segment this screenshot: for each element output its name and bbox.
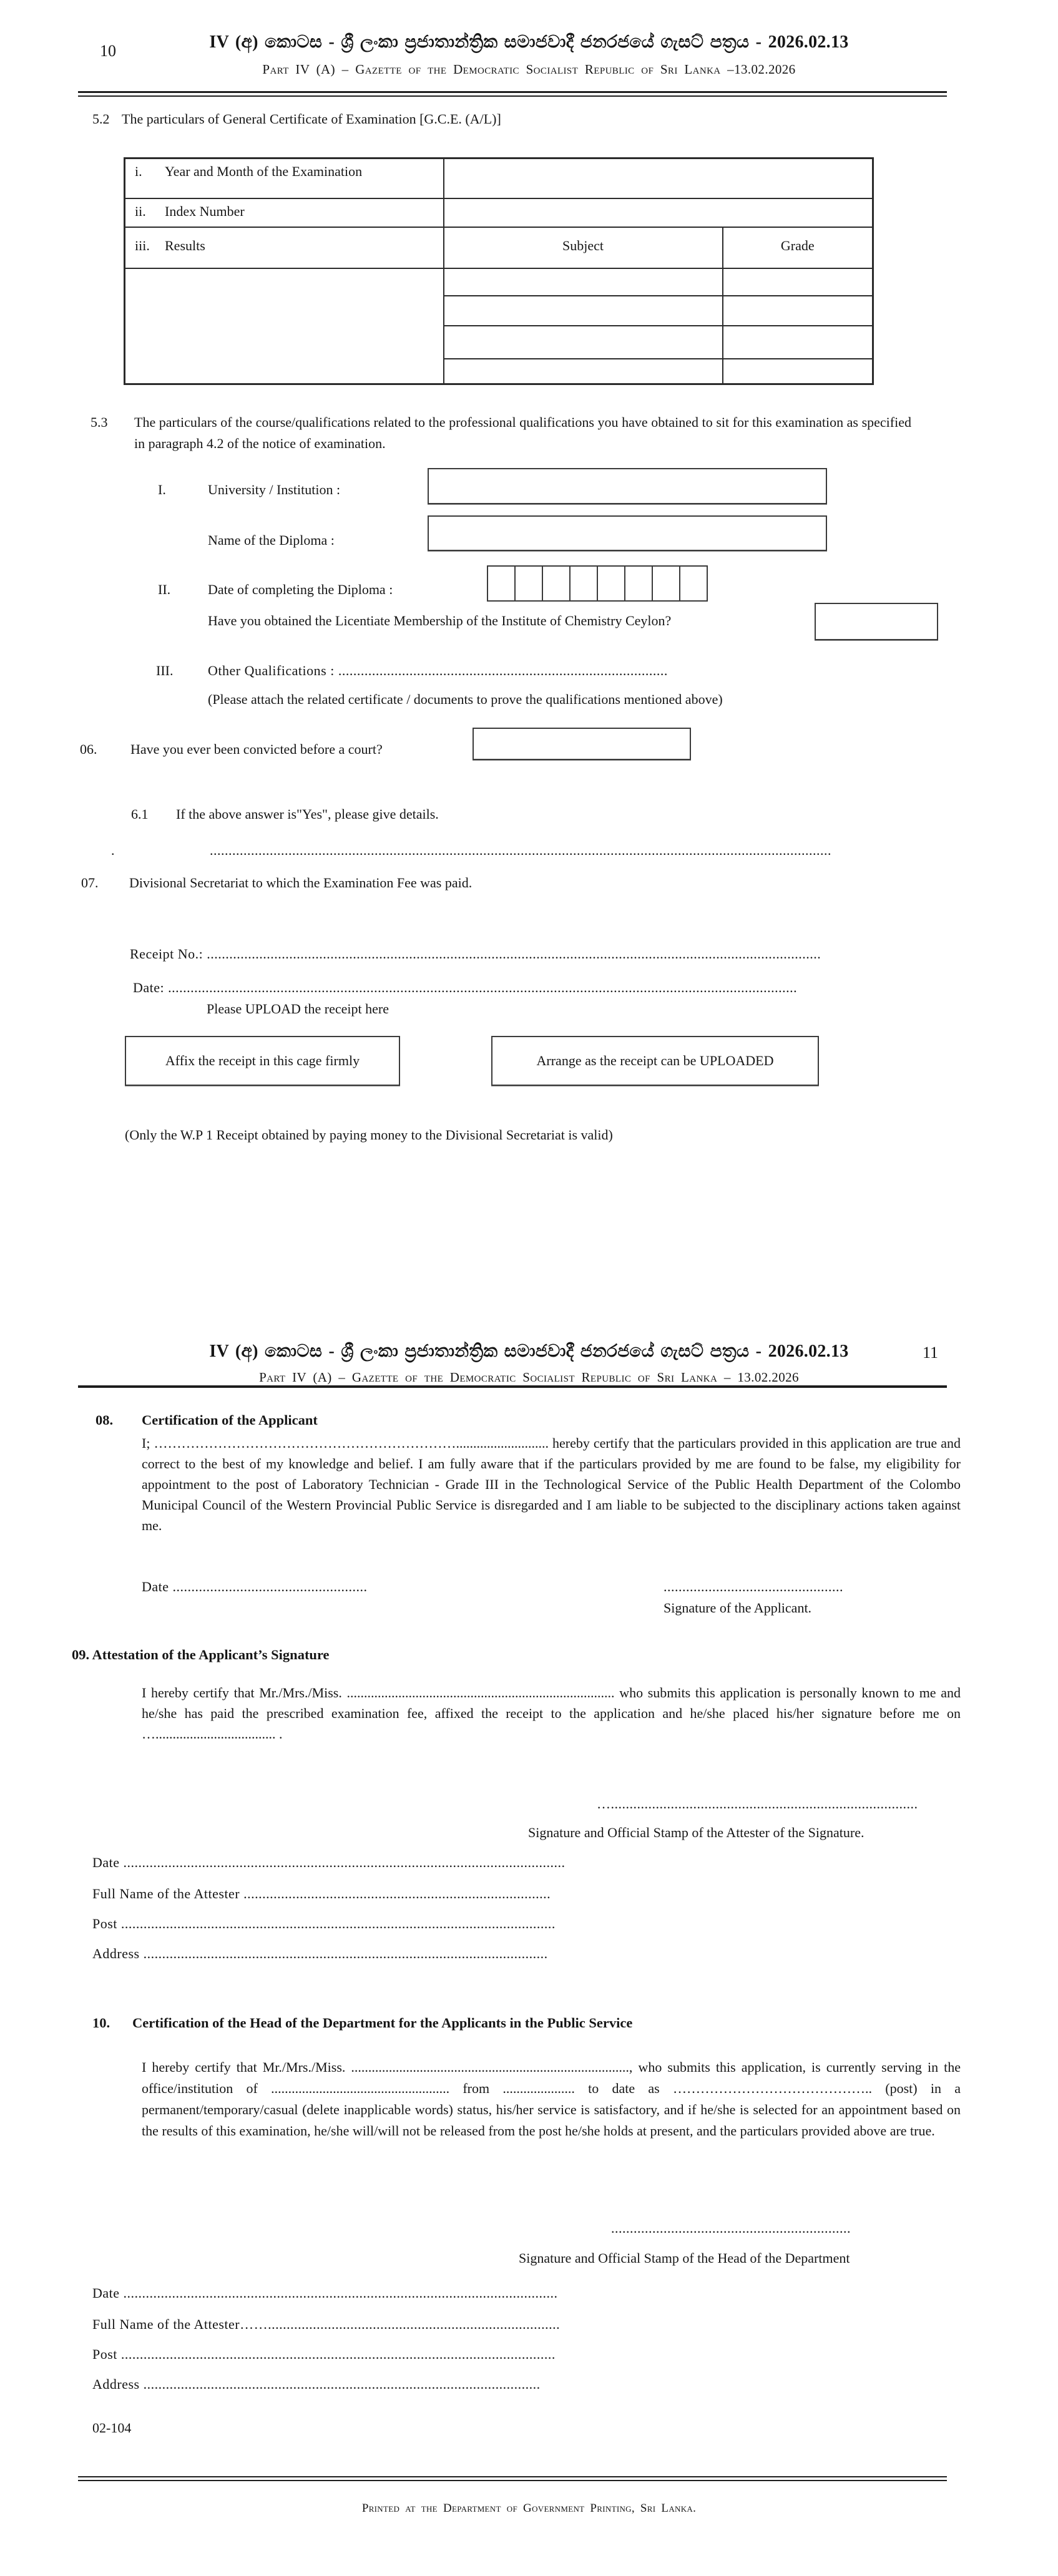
convicted-answer-box[interactable]: [473, 728, 691, 760]
attestation-paragraph: I hereby certify that Mr./Mrs./Miss. .............................................................................. who submits this application is personally known to me and he/she has paid the prescribed examination fee, affixed the receipt to the application and he/she placed his/her signature before me on …................................... .: [142, 1685, 961, 1742]
footer-rule: [78, 2476, 947, 2481]
grade-input-cell[interactable]: [723, 268, 873, 296]
attach-certificates-note: (Please attach the related certificate / documents to prove the qualifications mentioned above): [208, 691, 723, 707]
subject-input-cell[interactable]: [444, 268, 723, 296]
page-number: 10: [100, 42, 116, 60]
grade-input-cell[interactable]: [723, 326, 873, 359]
page-number: 11: [923, 1344, 939, 1362]
other-qualifications-label: Other Qualifications : ........................................................................................: [208, 663, 668, 678]
index-number-input-cell[interactable]: [444, 198, 873, 227]
item-i-number: I.: [158, 482, 166, 497]
section-5-2-title: The particulars of General Certificate of Examination [G.C.E. (A/L)]: [122, 111, 501, 127]
section-09-title: 09. Attestation of the Applicant’s Signature: [72, 1647, 330, 1662]
attester-date-line: Date ......................................................................................................................: [92, 1855, 566, 1870]
receipt-no-line: Receipt No.: ....................................................................................................................................................................: [130, 946, 821, 962]
section-6-1-number: 6.1: [131, 806, 149, 822]
subject-input-cell[interactable]: [444, 359, 723, 384]
wp1-validity-note: (Only the W.P 1 Receipt obtained by paying money to the Divisional Secretariat is valid): [125, 1127, 613, 1143]
head-name-line: Full Name of the Attester……..............................................................................: [92, 2316, 561, 2332]
university-institution-input-box[interactable]: [428, 468, 827, 504]
affix-receipt-cage[interactable]: [125, 1036, 400, 1086]
attester-name-line: Full Name of the Attester ..................................................................................: [92, 1886, 551, 1901]
applicant-date-line: Date ....................................................: [142, 1579, 368, 1594]
gazette-header-english: Part IV (A) – Gazette of the Democratic Socialist Republic of Sri Lanka – 13.02.2026: [259, 1370, 799, 1385]
date-digit-cell[interactable]: [624, 565, 653, 602]
applicant-certification-paragraph: I; …………………………………………………………........................... hereby certify that the particulars provided in this application are true and correct to the best of my knowledge and belief. I am fully aware that if the particulars provided by me are found to be false, my eligibility for appointment to the post of Laboratory Technician - Grade III in the Technological Service of the Public Health Department of the Colombo Municipal Council of the Western Provincial Public Service is disregarded and I am liable to be subjected to the disciplinary actions taken against me.: [142, 1435, 961, 1533]
section-06-number: 06.: [80, 741, 97, 757]
licentiate-answer-box[interactable]: [815, 603, 938, 640]
section-07-number: 07.: [81, 875, 99, 890]
section-10-title: Certification of the Head of the Department for the Applicants in the Public Service: [132, 2015, 633, 2031]
attester-post-line: Post ....................................................................................................................: [92, 1916, 556, 1931]
grade-input-cell[interactable]: [723, 296, 873, 326]
year-month-input-cell[interactable]: [444, 159, 873, 198]
head-date-line: Date ....................................................................................................................: [92, 2285, 558, 2301]
grade-column-header: Grade: [723, 227, 873, 268]
subject-input-cell[interactable]: [444, 326, 723, 359]
attester-signature-dots: …..................................................................................: [597, 1796, 918, 1812]
header-rule: [78, 1385, 947, 1388]
upload-receipt-note: Please UPLOAD the receipt here: [207, 1001, 389, 1017]
head-certification-paragraph: I hereby certify that Mr./Mrs./Miss. ................................................................................., who submits this application, is currently serving in the office/institution of .................................................... from ..................... to date as …………………………………….. (post) in a permanent/temporary/casual (delete inapplicable words) status, his/her service is satisfactory, and if he/she is selected for an appointment based on the results of this examination, he/she will/will not be released from the post he/she holds at present, and the particulars provided above are true.: [142, 2059, 961, 2139]
section-5-2-heading: [92, 111, 501, 127]
row-iii-number: iii.: [135, 237, 150, 253]
applicant-signature-dots: ................................................: [664, 1579, 843, 1594]
arrange-receipt-label: Arrange as the receipt can be UPLOADED: [536, 1053, 774, 1068]
form-number: 02-104: [92, 2420, 132, 2436]
affix-receipt-label: Affix the receipt in this cage firmly: [165, 1053, 360, 1068]
details-period: .: [111, 842, 115, 858]
diploma-completion-date-label: Date of completing the Diploma :: [208, 582, 393, 597]
details-dotted-line: ......................................................................................................................................................................: [210, 842, 831, 858]
results-label-cell: [125, 227, 444, 268]
attester-address-line: Address ............................................................................................................: [92, 1946, 548, 1961]
date-digit-cell[interactable]: [487, 565, 516, 602]
item-iii-number: III.: [156, 663, 174, 678]
date-digit-cell[interactable]: [542, 565, 571, 602]
university-institution-label: University / Institution :: [208, 482, 341, 497]
applicant-signature-label: Signature of the Applicant.: [664, 1600, 812, 1616]
receipt-date-line: Date: ........................................................................................................................................................................: [133, 980, 798, 995]
gazette-header-english: Part IV (A) – Gazette of the Democratic Socialist Republic of Sri Lanka –13.02.2026: [262, 62, 796, 77]
diploma-date-cells: [487, 565, 708, 602]
head-address-line: Address ..........................................................................................................: [92, 2376, 541, 2392]
item-ii-number: II.: [158, 582, 171, 597]
subject-column-header: Subject: [444, 227, 723, 268]
header-rule: [78, 91, 947, 97]
section-5-2-number: 5.2: [92, 111, 110, 127]
date-digit-cell[interactable]: [569, 565, 598, 602]
arrange-receipt-cage[interactable]: [491, 1036, 819, 1086]
head-signature-dots: ................................................................: [611, 2220, 851, 2236]
gazette-header-sinhala: IV (අ) කොටස - ශ්‍රී ලංකා ප්‍රජාතාන්ත්‍රික සමාජවාදී ජනරජයේ ගැසට් පත්‍රය - 2026.02.13: [209, 32, 849, 52]
section-6-1-text: If the above answer is"Yes", please give details.: [176, 806, 439, 822]
diploma-name-label: Name of the Diploma :: [208, 532, 335, 548]
row-i-number: i.: [135, 163, 142, 179]
date-digit-cell[interactable]: [514, 565, 543, 602]
results-spacer-cell: [125, 268, 444, 384]
head-signature-label: Signature and Official Stamp of the Head of the Department: [519, 2250, 850, 2266]
index-number-label: Index Number: [165, 203, 245, 219]
year-month-label: Year and Month of the Examination: [165, 163, 363, 179]
section-07-text: Divisional Secretariat to which the Examination Fee was paid.: [129, 875, 473, 890]
diploma-name-input-box[interactable]: [428, 515, 827, 551]
licentiate-question: Have you obtained the Licentiate Membership of the Institute of Chemistry Ceylon?: [208, 613, 672, 628]
section-08-title: Certification of the Applicant: [142, 1412, 318, 1428]
printer-imprint: Printed at the Department of Government Printing, Sri Lanka.: [361, 2502, 697, 2515]
row-ii-number: ii.: [135, 203, 146, 219]
section-10-number: 10.: [92, 2015, 110, 2031]
gazette-header-sinhala: IV (අ) කොටස - ශ්‍රී ලංකා ප්‍රජාතාන්ත්‍රික සමාජවාදී ජනරජයේ ගැසට් පත්‍රය - 2026.02.13: [209, 1342, 849, 1361]
attester-signature-label: Signature and Official Stamp of the Attester of the Signature.: [528, 1825, 865, 1840]
results-label: Results: [165, 237, 205, 253]
convicted-question: Have you ever been convicted before a court?: [130, 741, 383, 757]
section-5-3-number: 5.3: [91, 414, 108, 430]
year-month-label-cell: [125, 159, 444, 198]
date-digit-cell[interactable]: [597, 565, 625, 602]
index-number-label-cell: [125, 198, 444, 227]
date-digit-cell[interactable]: [652, 565, 680, 602]
subject-input-cell[interactable]: [444, 296, 723, 326]
section-08-number: 08.: [96, 1412, 114, 1428]
head-post-line: Post ....................................................................................................................: [92, 2346, 556, 2362]
section-5-3-text: The particulars of the course/qualifications related to the professional qualifications you have obtained to sit for this examination as specified in paragraph 4.2 of the notice of examination.: [134, 414, 911, 451]
grade-input-cell[interactable]: [723, 359, 873, 384]
date-digit-cell[interactable]: [679, 565, 708, 602]
gce-al-results-table: [124, 157, 874, 385]
